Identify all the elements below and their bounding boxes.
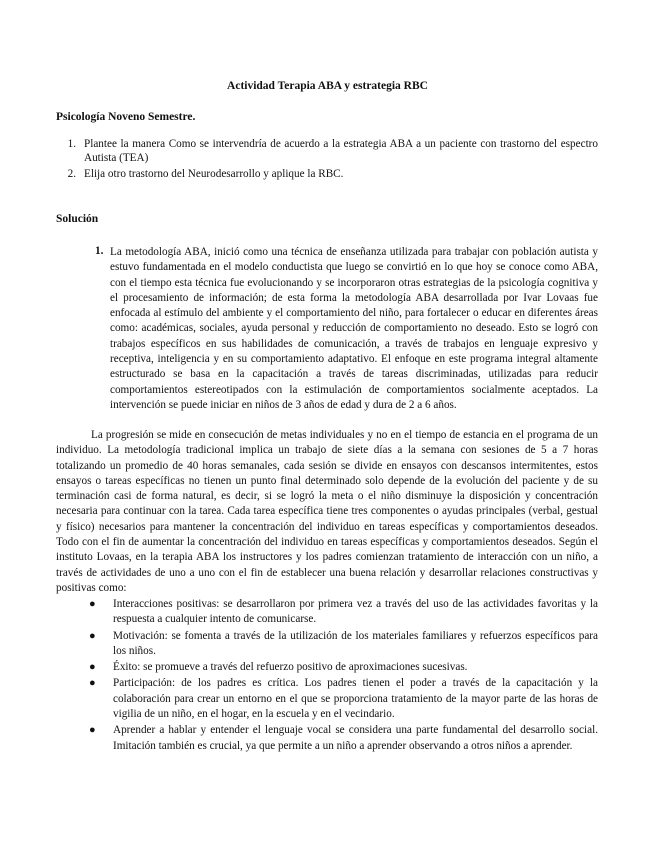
bullet-icon: ● — [89, 661, 96, 674]
task-list — [56, 137, 598, 183]
bullet-list — [82, 597, 598, 755]
list-item — [82, 676, 598, 722]
answer-paragraph: La metodología ABA, inició como una técnica de enseñanza utilizada para trabajar con población autista y estuvo fundamentada en el modelo conductista que luego se convirtió en lo que hoy se conoce como ABA, con el tiempo esta técnica fue evolucionando y se incorporaron otras estrategias de la psicología cognitiva y el procesamiento de información; de esta forma la metodología ABA desarrollada por Ivar Lovaas fue enfocada al estímulo del ambiente y el comportamiento del niño, para fortalecer o educar en diferentes áreas como: académicas, sociales, ayuda personal y reducción de comportamiento no deseado. Esto se logró con trabajos específicos en sus habilidades de comunicación, a través de trabajos en lenguaje expresivo y receptiva, inteligencia y en su comportamiento adaptativo. El enfoque en este programa integral altamente estructurado se basa en la capacitación a través de tareas discriminadas, utilizadas para reducir comportamientos estereotipados con la estimulación de comportamientos socialmente aceptados. La intervención se puede iniciar en niños de 3 años de edad y dura de 2 a 6 años. — [110, 246, 598, 411]
solution-heading: Solución — [56, 213, 99, 225]
bullet-icon: ● — [89, 677, 96, 690]
list-item — [82, 597, 598, 628]
list-item-text: Motivación: se fomenta a través de la utilización de los materiales familiares y refuerzos específicos para los niños. — [113, 629, 598, 657]
bullet-icon: ● — [89, 629, 96, 642]
list-item-text: Aprender a hablar y entender el lenguaje vocal se considera una parte fundamental del desarrollo social. Imitación también es crucial, ya que permite a un niño a aprender observando a otros niños a aprender. — [113, 724, 598, 752]
bullet-icon: ● — [89, 724, 96, 737]
body-paragraph: La progresión se mide en consecución de metas individuales y no en el tiempo de estancia en el programa de un individuo. La metodología tradicional implica un trabajo de siete días a la semana con sesiones de 5 a 7 horas totalizando un promedio de 40 horas semanales, cada sesión se divide en ensayos con descansos intermitentes, estos ensayos o tareas específicas no tienen un punto final determinado solo depende de la evolución del paciente y de su terminación casi de forma natural, es decir, si se logró la meta o el niño disminuye la disposición y concentración necesaria para continuar con la tarea. Cada tarea específica tiene tres componentes o ayudas principales (verbal, gestual y físico) necesarios para mantener la concentración del individuo en tareas específicas y comportamientos deseados. Todo con el fin de aumentar la concentración del individuo en tareas específicas y comportamientos deseados. Según el instituto Lovaas, en la terapia ABA los instructores y los padres comienzan tratamiento de interacción con un niño, a través de actividades de uno a uno con el fin de establecer una buena relación y desarrollar relaciones constructivas y positivas como: — [56, 429, 598, 594]
subject-heading: Psicología Noveno Semestre. — [56, 111, 196, 123]
list-item-text: Participación: de los padres es crítica. Los padres tienen el poder a través de la capacitación y la colaboración para crear un entorno en el que se proporciona tratamiento de la mayor parte de las horas de vigilia de un niño, en el hogar, en la escuela y en el vecindario. — [113, 677, 598, 721]
list-item-text: Éxito: se promueve a través del refuerzo positivo de aproximaciones sucesivas. — [113, 661, 468, 674]
list-number: 2. — [67, 168, 76, 180]
list-item — [82, 629, 598, 660]
list-item — [82, 723, 598, 754]
list-item-text: Plantee la manera Como se intervendría de acuerdo a la estrategia ABA a un paciente con trastorno del espectro Autista (TEA) — [84, 138, 598, 164]
answer-number: 1. — [95, 245, 104, 257]
list-item-text: Interacciones positivas: se desarrollaron por primera vez a través del uso de las actividades favoritas y la respuesta a cualquier intento de comunicarse. — [113, 598, 598, 626]
bullet-icon: ● — [89, 598, 96, 610]
list-item — [56, 137, 598, 165]
document-title: Actividad Terapia ABA y estrategia RBC — [227, 80, 428, 92]
list-number: 1. — [67, 138, 76, 150]
list-item — [56, 167, 598, 181]
list-item-text: Elija otro trastorno del Neurodesarrollo y aplique la RBC. — [84, 168, 344, 180]
list-item — [82, 660, 598, 675]
